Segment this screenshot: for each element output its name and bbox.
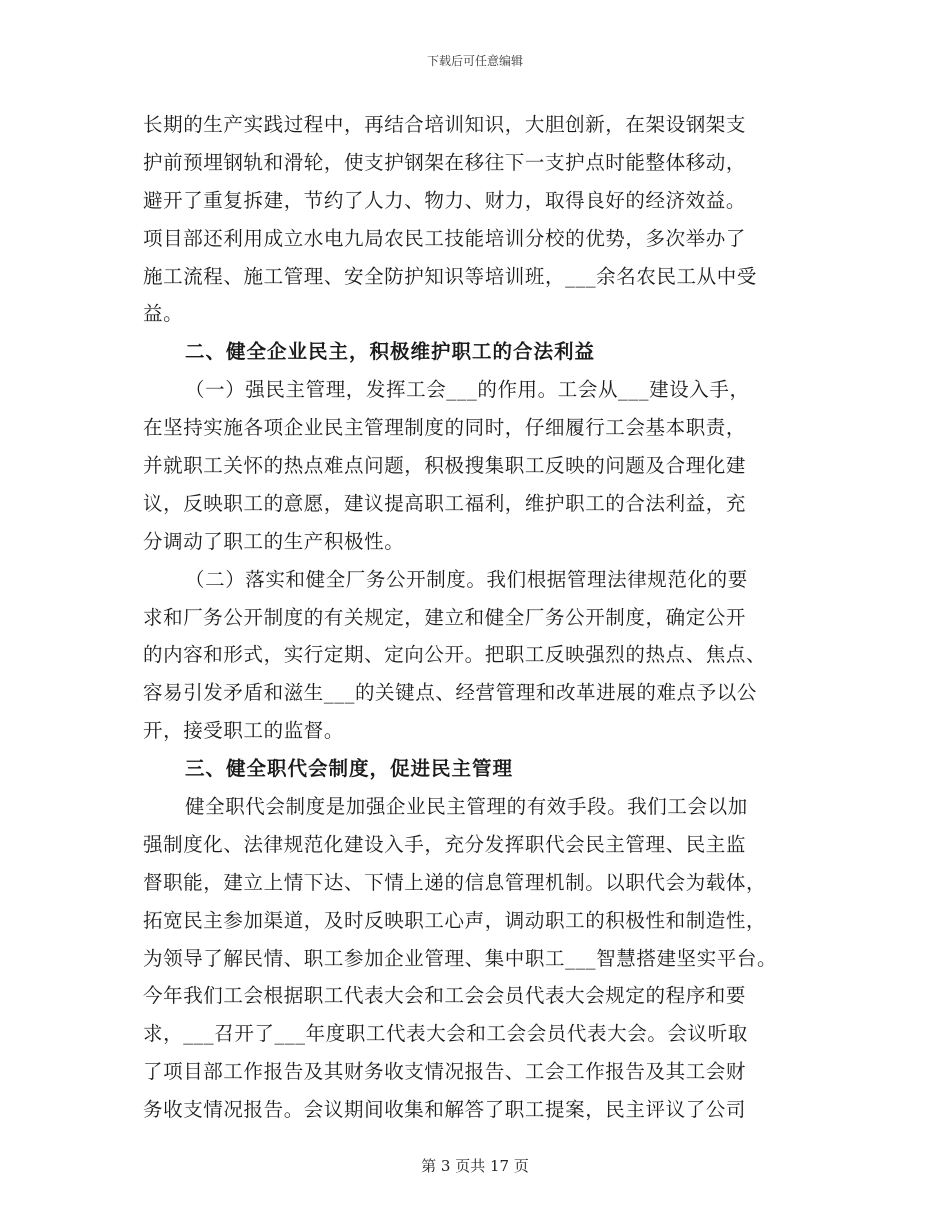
text-line: 施工流程、施工管理、安全防护知识等培训班，___余名农民工从中受 xyxy=(143,264,757,288)
text-line: 项目部还利用成立水电九局农民工技能培训分校的优势，多次举办了 xyxy=(143,226,747,250)
text-line: 在坚持实施各项企业民主管理制度的同时，仔细履行工会基本职责， xyxy=(143,416,747,440)
text-line: 健全职代会制度是加强企业民主管理的有效手段。我们工会以加 xyxy=(185,795,748,819)
text-line: 求和厂务公开制度的有关规定，建立和健全厂务公开制度，确定公开 xyxy=(143,605,747,629)
page-footer: 第 3 页共 17 页 xyxy=(421,1157,529,1175)
text-line: （一）强民主管理，发挥工会___的作用。工会从___建设入手， xyxy=(185,378,750,402)
page-header: 下载后可任意编辑 xyxy=(426,54,523,68)
text-line: 督职能，建立上情下达、下情上递的信息管理机制。以职代会为载体， xyxy=(143,870,767,894)
text-line: 强制度化、法律规范化建设入手，充分发挥职代会民主管理、民主监 xyxy=(143,832,747,856)
text-line: 避开了重复拆建，节约了人力、物力、财力，取得良好的经济效益。 xyxy=(143,188,747,212)
text-line: 分调动了职工的生产积极性。 xyxy=(143,529,405,553)
section-heading: 二、健全企业民主，积极维护职工的合法利益 xyxy=(185,340,596,364)
text-line: （二）落实和健全厂务公开制度。我们根据管理法律规范化的要 xyxy=(185,567,748,591)
text-line: 开，接受职工的监督。 xyxy=(143,719,345,743)
text-line: 的内容和形式，实行定期、定向公开。把职工反映强烈的热点、焦点、 xyxy=(143,643,767,667)
document-body xyxy=(143,106,807,1129)
text-line: 议，反映职工的意愿，建议提高职工福利，维护职工的合法利益，充 xyxy=(143,491,747,515)
text-line: 护前预埋钢轨和滑轮，使支护钢架在移往下一支护点时能整体移动， xyxy=(143,150,747,174)
text-line: 长期的生产实践过程中，再结合培训知识，大胆创新，在架设钢架支 xyxy=(143,113,747,136)
text-line: 容易引发矛盾和滋生___的关键点、经营管理和改革进展的难点予以公 xyxy=(143,681,757,705)
text-line: 务收支情况报告。会议期间收集和解答了职工提案，民主评议了公司 xyxy=(143,1098,747,1122)
text-line: 为领导了解民情、职工参加企业管理、集中职工___智慧搭建坚实平台。 xyxy=(143,946,778,970)
text-line: 并就职工关怀的热点难点问题，积极搜集职工反映的问题及合理化建 xyxy=(143,454,747,478)
text-line: 了项目部工作报告及其财务收支情况报告、工会工作报告及其工会财 xyxy=(143,1060,747,1084)
text-line: 益。 xyxy=(143,302,184,326)
text-line: 求，___召开了___年度职工代表大会和工会会员代表大会。会议听取 xyxy=(143,1022,748,1046)
section-heading: 三、健全职代会制度，促进民主管理 xyxy=(185,757,514,781)
text-line: 今年我们工会根据职工代表大会和工会会员代表大会规定的程序和要 xyxy=(143,984,747,1008)
text-line: 拓宽民主参加渠道，及时反映职工心声，调动职工的积极性和制造性， xyxy=(143,908,767,932)
